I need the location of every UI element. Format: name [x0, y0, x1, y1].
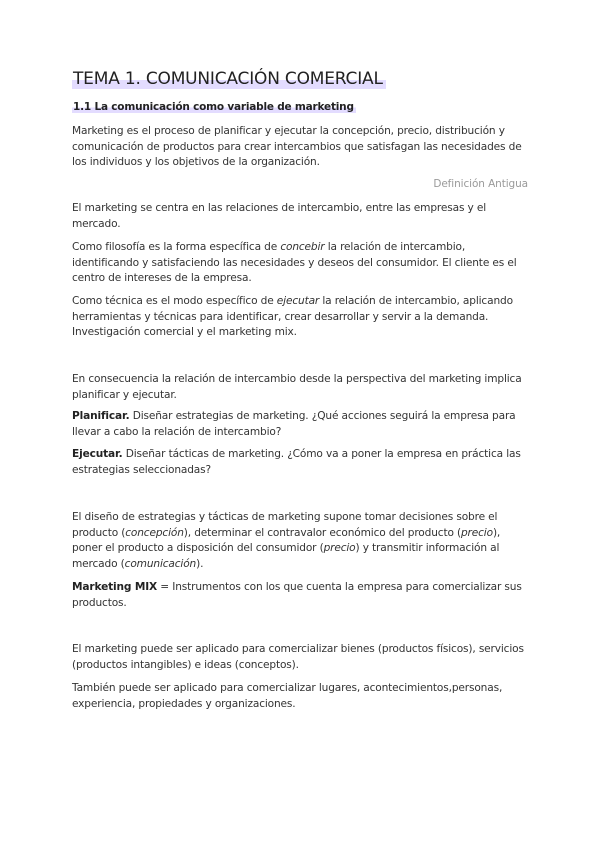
paragraph-bienes: El marketing puede ser aplicado para comercializar bienes (productos físicos), servicios (productos intangibles) e ideas (conceptos).	[72, 643, 524, 671]
paragraph-ejecutar: Ejecutar. Diseñar tácticas de marketing. ¿Cómo va a poner la empresa en práctica las estrategias seleccionadas?	[72, 448, 521, 476]
paragraph-consecuencia: En consecuencia la relación de intercambio desde la perspectiva del marketing implica planificar y ejecutar.	[72, 373, 522, 401]
paragraph-lugares: También puede ser aplicado para comercializar lugares, acontecimientos,personas, experiencia, propiedades y organizaciones.	[72, 682, 503, 710]
paragraph-filosofia: Como filosofía es la forma específica de concebir la relación de intercambio, identificando y satisfaciendo las necesidades y deseos del consumidor. El cliente es el centro de intereses de la empresa.	[72, 241, 517, 284]
section-heading: 1.1 La comunicación como variable de marketing	[73, 101, 354, 113]
paragraph-tecnica: Como técnica es el modo específico de ejecutar la relación de intercambio, aplicando herramientas y técnicas para identificar, crear desarrollar y servir a la demanda. Investigación comercial y el marketing mix.	[72, 295, 513, 338]
term-planificar: Planificar.	[72, 410, 130, 422]
term-ejecutar: Ejecutar.	[72, 448, 123, 460]
emphasis-concebir: concebir	[280, 241, 325, 253]
paragraph-intercambio: El marketing se centra en las relaciones de intercambio, entre las empresas y el mercado.	[72, 202, 487, 230]
page-title: TEMA 1. COMUNICACIÓN COMERCIAL	[72, 69, 386, 89]
paragraph-definition: Marketing es el proceso de planificar y ejecutar la concepción, precio, distribución y comunicación de productos para crear intercambios que satisfagan las necesidades de los individuos y los objetivos de la organización.	[72, 125, 522, 168]
paragraph-planificar: Planificar. Diseñar estrategias de marketing. ¿Qué acciones seguirá la empresa para llevar a cabo la relación de intercambio?	[72, 410, 516, 438]
emphasis-ejecutar: ejecutar	[276, 295, 320, 307]
term-marketing-mix: Marketing MIX	[72, 581, 158, 593]
paragraph-diseno: El diseño de estrategias y tácticas de marketing supone tomar decisiones sobre el producto (concepción), determinar el contravalor económico del producto (precio), poner el producto a disposición del consumidor (precio) y transmitir información al mercado (comunicación).	[72, 511, 501, 570]
side-note: Definición Antigua	[433, 178, 528, 190]
paragraph-marketing-mix: Marketing MIX = Instrumentos con los que cuenta la empresa para comercializar sus productos.	[72, 581, 522, 609]
